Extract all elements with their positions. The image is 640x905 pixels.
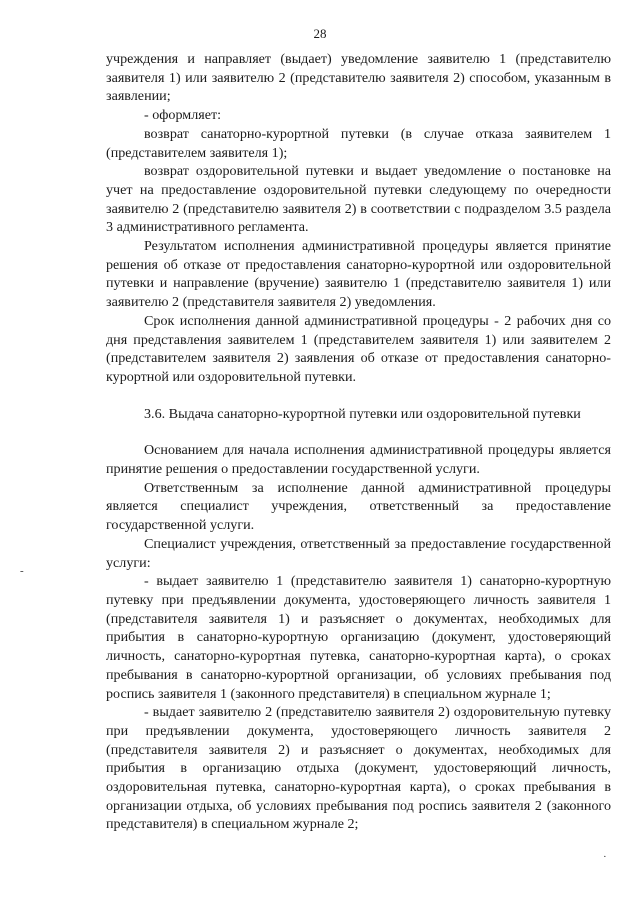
paragraph: Специалист учреждения, ответственный за предоставление государственной услуги: [106, 535, 611, 571]
list-item: - выдает заявителю 2 (представителю заявителя 2) оздоровительную путевку при предъявлении документа, удостоверяющего личность заявителя 2 (представителя заявителя 2) и разъясняет о документах, необходимых для прибытия в организацию отдыха (документ, удостоверяющий личность, оздоровительная путевка, санаторно-курортная карта), о сроках пребывания в организации отдыха, об условиях пребывания под роспись заявителя 2 (законного представителя) в специальном журнале 2; [106, 704, 611, 833]
scan-speck: - [20, 565, 24, 577]
paragraph: возврат санаторно-курортной путевки (в случае отказа заявителем 1 (представителем заявителя 1); [106, 125, 611, 161]
document-body [106, 50, 611, 834]
paragraph: - оформляет: [144, 107, 222, 124]
page-number: 28 [313, 26, 327, 41]
list-item: - выдает заявителю 1 (представителю заявителя 1) санаторно-курортную путевку при предъявлении документа, удостоверяющего личность заявителя 1 (представителя заявителя 1) и разъясняет о документах, необходимых для прибытия в санаторно-курортную организацию (документ, удостоверяющий личность, санаторно-курортная путевка, санаторно-курортная карта), о сроках пребывания в санаторно-курортной организации, об условиях пребывания под роспись заявителя 1 (законного представителя) в специальном журнале 1; [106, 573, 611, 702]
paragraph: Результатом исполнения административной процедуры является принятие решения об отказе от предоставления санаторно-курортной или оздоровительной путевки и направление (вручение) заявителю 1 (представителю заявителя 1) или заявителю 2 (представителя заявителя 2) уведомления. [106, 238, 611, 311]
paragraph: возврат оздоровительной путевки и выдает уведомление о постановке на учет на предоставление оздоровительной путевки следующему по очередности заявителю 2 (представителю заявителя 2) в соответствии с подразделом 3.5 раздела 3 административного регламента. [106, 163, 611, 236]
paragraph: учреждения и направляет (выдает) уведомление заявителю 1 (представителю заявителя 1) или заявителю 2 (представителю заявителя 2) способом, указанным в заявлении; [106, 51, 611, 105]
section-heading: 3.6. Выдача санаторно-курортной путевки или оздоровительной путевки [144, 405, 581, 422]
scan-speck: · [603, 851, 607, 863]
paragraph: Ответственным за исполнение данной административной процедуры является специалист учреждения, ответственный за предоставление государственной услуги. [106, 479, 611, 534]
paragraph: Срок исполнения данной административной процедуры - 2 рабочих дня со дня представления заявителем 1 (представителем заявителя 1) или заявителем 2 (представителем заявителя 2) заявления об отказе от предоставления санаторно-курортной или оздоровительной путевки. [106, 312, 611, 385]
paragraph: Основанием для начала исполнения административной процедуры является принятие решения о предоставлении государственной услуги. [106, 442, 611, 478]
